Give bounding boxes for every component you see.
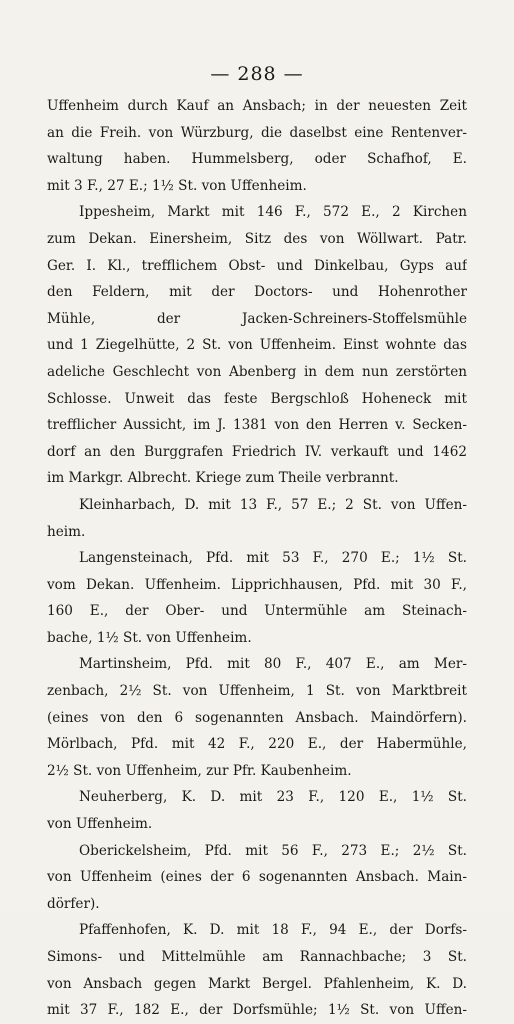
text-line: Kleinharbach, D. mit 13 F., 57 E.; 2 St. von Uffen- (79, 496, 467, 513)
text-line: Neuherberg, K. D. mit 23 F., 120 E., 1½ St. (79, 789, 467, 806)
text-line: Mühle, der Jacken-Schreiners-Stoffelsmühle (47, 310, 467, 327)
text-line: bache, 1½ St. von Uffenheim. (47, 629, 252, 646)
text-line: an die Freih. von Würzburg, die daselbst eine Rentenver- (47, 124, 467, 141)
text-line: 160 E., der Ober- und Untermühle am Steinach- (47, 603, 467, 620)
page-number: — 288 — (210, 63, 304, 85)
text-line: mit 3 F., 27 E.; 1½ St. von Uffenheim. (47, 177, 307, 194)
text-line: Pfaffenhofen, K. D. mit 18 F., 94 E., der Dorfs- (79, 922, 467, 939)
text-line: von Uffenheim (eines der 6 sogenannten Ansbach. Main- (47, 869, 467, 886)
text-line: von Uffenheim. (47, 816, 153, 833)
text-line: adeliche Geschlecht von Abenberg in dem nun zerstörten (47, 363, 467, 380)
text-line: 2½ St. von Uffenheim, zur Pfr. Kaubenheim. (47, 762, 352, 779)
text-line: zum Dekan. Einersheim, Sitz des von Wöllwart. Patr. (47, 230, 467, 247)
text-line: den Feldern, mit der Doctors- und Hohenrother (47, 284, 467, 301)
text-line: trefflicher Aussicht, im J. 1381 von den Herren v. Secken- (47, 417, 467, 434)
text-line: Mörlbach, Pfd. mit 42 F., 220 E., der Habermühle, (47, 736, 467, 753)
text-line: dörfer). (47, 895, 100, 912)
text-line: (eines von den 6 sogenannten Ansbach. Maindörfern). (47, 709, 467, 726)
text-line: Oberickelsheim, Pfd. mit 56 F., 273 E.; 2½ St. (79, 842, 467, 859)
text-line: Simons- und Mittelmühle am Rannachbache; 3 St. (47, 949, 467, 965)
text-line: Uffenheim durch Kauf an Ansbach; in der neuesten Zeit (47, 98, 467, 114)
text-line: von Ansbach gegen Markt Bergel. Pfahlenheim, K. D. (47, 975, 467, 992)
text-line: vom Dekan. Uffenheim. Lipprichhausen, Pfd. mit 30 F., (47, 576, 467, 593)
text-line: waltung haben. Hummelsberg, oder Schafhof, E. (47, 151, 467, 168)
text-line: Martinsheim, Pfd. mit 80 F., 407 E., am Mer- (79, 656, 467, 673)
text-line: heim. (47, 523, 86, 540)
text-line: Schlosse. Unweit das feste Bergschloß Hoheneck mit (47, 390, 467, 407)
text-line: Langensteinach, Pfd. mit 53 F., 270 E.; 1½ St. (79, 550, 467, 567)
text-line: zenbach, 2½ St. von Uffenheim, 1 St. von Marktbreit (47, 683, 467, 700)
text-line: dorf an den Burggrafen Friedrich IV. verkauft und 1462 (47, 443, 467, 460)
text-line: im Markgr. Albrecht. Kriege zum Theile verbrannt. (47, 470, 399, 487)
text-line: Ippesheim, Markt mit 146 F., 572 E., 2 Kirchen (79, 204, 467, 221)
text-line: und 1 Ziegelhütte, 2 St. von Uffenheim. Einst wohnte das (47, 337, 467, 354)
text-line: Ger. I. Kl., trefflichem Obst- und Dinkelbau, Gyps auf (47, 257, 467, 274)
text-line: mit 37 F., 182 E., der Dorfsmühle; 1½ St. von Uffen- (47, 1002, 467, 1019)
body-text (47, 93, 467, 1024)
